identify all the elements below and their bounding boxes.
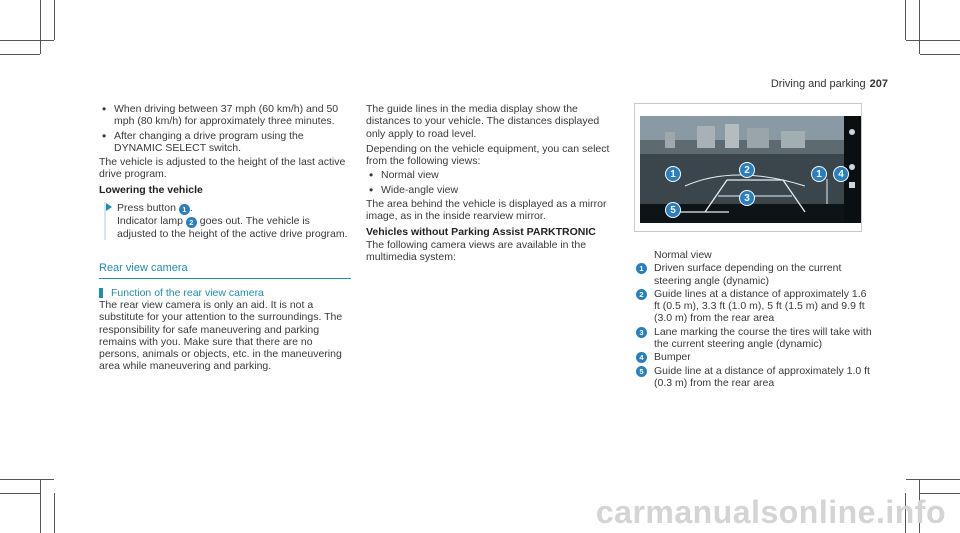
middle-column: [366, 103, 618, 264]
crop-mark: [920, 54, 960, 55]
marker-5: 5: [665, 202, 681, 218]
figure-frame: [634, 103, 862, 232]
list-item: • Wide-angle view: [366, 184, 618, 196]
legend-item: 4 Bumper: [636, 351, 872, 363]
crop-mark: [906, 479, 960, 480]
legend-item: 3 Lane marking the course the tires will take with the current steering angle (dynamic): [636, 326, 872, 351]
step-line: Indicator lamp 2 goes out. The vehicle is adjusted to the height of the active drive program.: [117, 215, 348, 241]
list-item: • When driving between 37 mph (60 km/h) and 50 mph (80 km/h) for approximately three minutes.: [99, 103, 351, 128]
paragraph: The vehicle is adjusted to the height of the last active drive program.: [99, 156, 346, 181]
heading-bar: [99, 288, 103, 298]
paragraph: The following camera views are available in the multimedia system:: [366, 238, 587, 264]
crop-mark: [906, 40, 960, 41]
function-text: The rear view camera is only an aid. It is not a substitute for your attention to the surroundings. The responsibility for safe maneuvering and parking remains with you. Make sure that there are no persons, animals or objects, etc. in the maneuvering area while maneuvering and parking.: [99, 298, 343, 373]
marker-3: 3: [636, 327, 647, 338]
marker-1: 1: [179, 204, 190, 215]
paragraph: Depending on the vehicle equipment, you can select from the following views:: [366, 142, 610, 168]
paragraph: The guide lines in the media display show the distances to your vehicle. The distances displayed only apply to road level.: [366, 103, 600, 140]
crop-mark: [54, 0, 55, 40]
step-arrow-icon: [106, 203, 112, 211]
crop-mark: [905, 0, 906, 40]
figure-legend: [636, 249, 872, 389]
marker-3: 3: [739, 190, 755, 206]
crop-mark: [40, 479, 41, 533]
marker-1: 1: [636, 263, 647, 274]
function-heading: Function of the rear view camera: [111, 286, 264, 299]
section-heading: Rear view camera: [99, 262, 188, 275]
crop-mark: [0, 479, 54, 480]
crop-mark: [0, 54, 40, 55]
marker-4: 4: [833, 166, 849, 182]
left-column: [99, 103, 351, 373]
page-number: 207: [869, 78, 888, 90]
marker-2: 2: [739, 162, 755, 178]
crop-mark: [54, 493, 55, 533]
section-rule: [99, 278, 351, 279]
legend-item: 1 Driven surface depending on the current steering angle (dynamic): [636, 262, 872, 287]
crop-mark: [0, 40, 54, 41]
marker-4: 4: [636, 352, 647, 363]
marker-2: 2: [186, 217, 197, 228]
marker-5: 5: [636, 366, 647, 377]
crop-mark: [919, 0, 920, 54]
crop-mark: [40, 0, 41, 54]
instruction-step: [99, 202, 351, 240]
step-line: Press button 1 .: [117, 202, 193, 215]
figure-caption: Normal view: [654, 249, 712, 261]
marker-1: 1: [665, 166, 681, 182]
list-item: • After changing a drive program using the DYNAMIC SELECT switch.: [99, 130, 351, 155]
paragraph: The area behind the vehicle is displayed as a mirror image, as in the inside rearview mirror.: [366, 198, 607, 223]
running-header: [771, 78, 888, 90]
marker-2: 2: [636, 289, 647, 300]
section-title: Driving and parking: [770, 78, 866, 90]
watermark: carmanualsonline.info: [595, 494, 946, 530]
list-item: • Normal view: [366, 169, 618, 181]
legend-item: 2 Guide lines at a distance of approximately 1.6 ft (0.5 m), 3.3 ft (1.0 m), 5 ft (1.5 m) and 9.9 ft (3.0 m) from the rear area: [636, 288, 872, 325]
lowering-heading: Lowering the vehicle: [99, 183, 203, 196]
legend-item: 5 Guide line at a distance of approximately 1.0 ft (0.3 m) from the rear area: [636, 365, 872, 390]
parktronic-heading: Vehicles without Parking Assist PARKTRONIC: [366, 225, 596, 238]
function-heading-row: [99, 287, 351, 299]
crop-mark: [0, 493, 40, 494]
marker-1: 1: [811, 166, 827, 182]
